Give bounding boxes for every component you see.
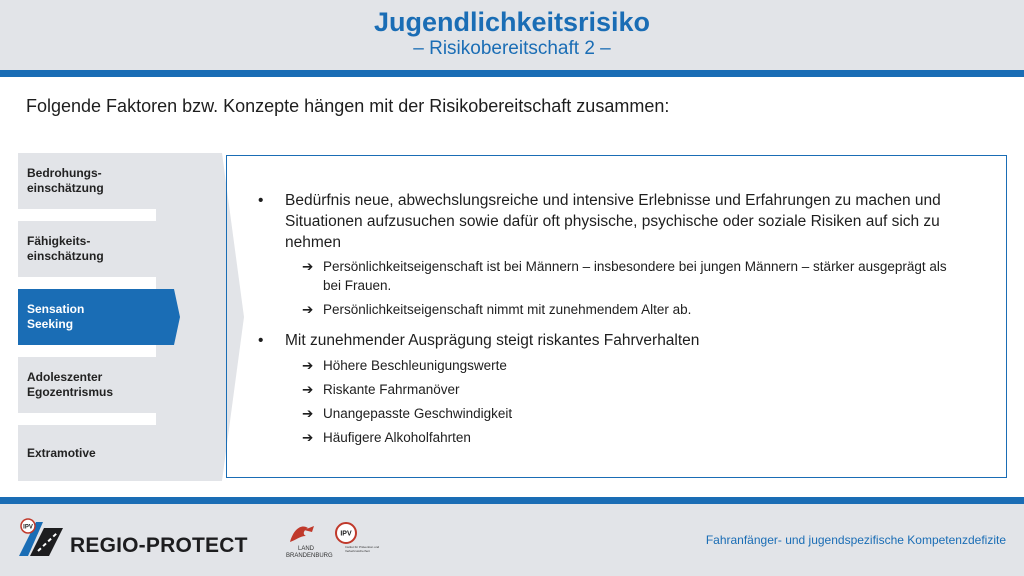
sidebar-item-label: einschätzung — [27, 181, 104, 195]
brandenburg-logo-line: BRANDENBURG — [286, 553, 333, 559]
arrow-right-icon: ➔ — [302, 406, 314, 421]
sub-item-text: Riskante Fahrmanöver — [323, 382, 460, 397]
sidebar-item-extramotive[interactable] — [18, 425, 160, 481]
page-subtitle: – Risikobereitschaft 2 – — [413, 38, 611, 59]
sub-item-text: Unangepasste Geschwindigkeit — [323, 406, 513, 421]
sidebar-item-adoleszenter-egozentrismus[interactable] — [18, 357, 160, 413]
arrow-right-icon: ➔ — [302, 358, 314, 373]
brandenburg-logo-line: LAND — [297, 546, 314, 552]
ipv-logo-caption: Institut für Prävention und Verkehrssicherheit — [345, 545, 380, 553]
sidebar-item-bedrohungseinschaetzung[interactable] — [18, 153, 160, 209]
sidebar-item-label: Bedrohungs- — [27, 166, 102, 180]
factor-sidebar — [18, 153, 244, 481]
sub-item-text: Persönlichkeitseigenschaft ist bei Männern – insbesondere bei jungen Männern – stärker ausgeprägt als bei Frauen. — [323, 259, 947, 293]
brand-name: REGIO-PROTECT — [70, 534, 248, 557]
footer-caption: Fahranfänger- und jugendspezifische Kompetenzdefizite — [705, 533, 1006, 547]
sub-item-text: Höhere Beschleunigungswerte — [323, 358, 507, 373]
bullet-text: Mit zunehmender Ausprägung steigt riskantes Fahrverhalten — [285, 332, 700, 349]
sidebar-item-sensation-seeking[interactable] — [18, 289, 170, 345]
bullet-icon: • — [258, 332, 264, 349]
brandenburg-eagle-icon — [284, 522, 320, 546]
header-bar — [0, 0, 1024, 70]
active-item-pointer — [170, 289, 182, 345]
bullet-text: Bedürfnis neue, abwechslungsreiche und intensive Erlebnisse und Erfahrungen zu machen und Situationen aufzusuchen sowie dafür oft physische, psychische oder soziale Risiken auf sich zu nehmen — [285, 192, 941, 251]
sidebar-item-label: Fähigkeits- — [27, 234, 91, 248]
arrow-right-icon: ➔ — [302, 302, 314, 317]
sidebar-item-label: Adoleszenter — [27, 370, 103, 384]
sidebar-item-label: Sensation — [27, 302, 85, 316]
sidebar-item-faehigkeitseinschaetzung[interactable] — [18, 221, 160, 277]
page-title: Jugendlichkeitsrisiko — [373, 7, 651, 37]
bullet-icon: • — [258, 192, 264, 209]
regio-protect-logo-icon — [16, 518, 66, 558]
arrow-right-icon: ➔ — [302, 430, 314, 445]
logo-rp-label: IPV — [23, 524, 33, 531]
sub-item-text: Persönlichkeitseigenschaft nimmt mit zunehmendem Alter ab. — [323, 302, 692, 317]
footer-divider — [0, 497, 1024, 504]
header-divider — [0, 70, 1024, 77]
arrow-right-icon: ➔ — [302, 259, 314, 274]
sub-item-text: Häufigere Alkoholfahrten — [323, 430, 471, 445]
sidebar-item-label: einschätzung — [27, 249, 104, 263]
sidebar-item-label: Extramotive — [27, 445, 96, 460]
arrow-right-icon: ➔ — [302, 382, 314, 397]
ipv-logo-icon — [334, 521, 358, 545]
intro-text: Folgende Faktoren bzw. Konzepte hängen mit der Risikobereitschaft zusammen: — [26, 96, 670, 116]
brandenburg-logo-text — [286, 546, 333, 560]
ipv-logo-label: IPV — [340, 530, 352, 538]
sidebar-item-label: Egozentrismus — [27, 385, 114, 399]
sidebar-item-label: Seeking — [27, 317, 74, 331]
